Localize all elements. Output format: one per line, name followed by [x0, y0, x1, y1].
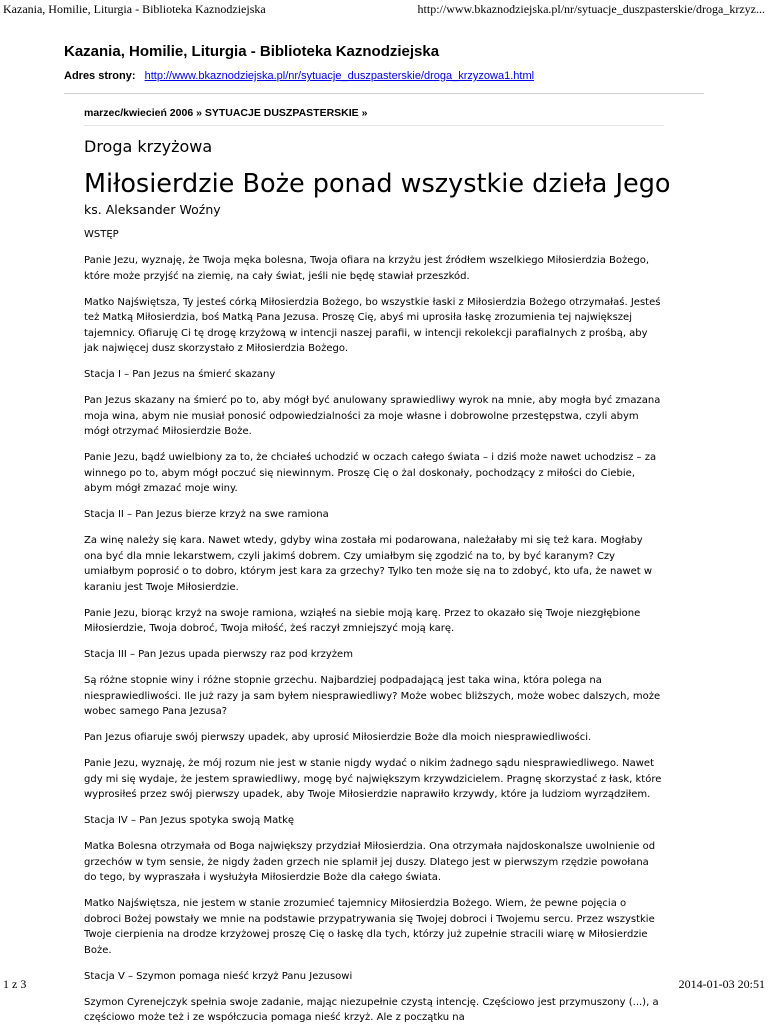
section-title: Droga krzyżowa: [84, 137, 213, 156]
paragraph: Panie Jezu, bądź uwielbiony za to, że chciałeś uchodzić w oczach całego świata – i dziś może nawet uchodzisz – za winnego po to, abym mógł poczuć się niewinnym. Proszę Cię o żal doskonały, pochodzący z miłości do Ciebie, abym mógł zmazać moje winy.: [84, 452, 657, 494]
paragraph: Matko Najświętsza, Ty jesteś córką Miłosierdzia Bożego, bo wszystkie łaski z Miłosierdzia Bożego otrzymałaś. Jesteś też Matką Miłosierdzia, boś Matką Pana Jezusa. Proszę Cię, abyś mi uprosiła łaskę zrozumienia tej największej tajemnicy. Ofiaruję Ci tę drogę krzyżową w intencji naszej parafii, w intencji rekolekcji parafialnych z prośbą, aby jak najwięcej dusz skorzystało z Miłosierdzia Bożego.: [84, 296, 661, 354]
article-container: [84, 104, 671, 1026]
station-heading: Stacja IV – Pan Jezus spotyka swoją Matkę: [84, 815, 295, 826]
print-header-url: http://www.bkaznodziejska.pl/nr/sytuacje_duszpasterskie/droga_krzyz...: [417, 2, 765, 16]
paragraph: Pan Jezus skazany na śmierć po to, aby mógł być anulowany sprawiedliwy wyrok na mnie, aby mogła być zmazana moja wina, abym nie musiał ponosić odpowiedzialności za moje własne i dobrowolne przestępstwa, czyli abym mógł otrzymać Miłosierdzie Boże.: [84, 395, 661, 437]
print-timestamp: 2014-01-03 20:51: [678, 977, 765, 991]
article-body: [84, 227, 664, 1026]
station-heading: Stacja V – Szymon pomaga nieść krzyż Panu Jezusowi: [84, 970, 353, 982]
breadcrumb: marzec/kwiecień 2006 » SYTUACJE DUSZPASTERSKIE »: [84, 107, 368, 119]
address-label: Adres strony:: [64, 70, 136, 82]
page-counter: 1 z 3: [3, 977, 27, 991]
author: ks. Aleksander Woźny: [84, 202, 221, 217]
page-title: Miłosierdzie Boże ponad wszystkie dzieła Jego: [84, 169, 671, 199]
paragraph: Szymon Cyrenejczyk spełnia swoje zadanie, mając niezupełnie czystą intencję. Częściowo jest przymuszony (...), a częściowo może też i ze współczucia pomaga nieść krzyż. Ale z początku na: [84, 996, 659, 1023]
site-title: Kazania, Homilie, Liturgia - Biblioteka Kaznodziejska: [64, 43, 440, 60]
address-link[interactable]: http://www.bkaznodziejska.pl/nr/sytuacje_duszpasterskie/droga_krzyzowa1.html: [144, 70, 535, 82]
station-heading: Stacja II – Pan Jezus bierze krzyż na swe ramiona: [84, 509, 329, 520]
intro-heading: WSTĘP: [84, 229, 119, 240]
frame-divider: [64, 93, 704, 94]
station-heading: Stacja III – Pan Jezus upada pierwszy raz pod krzyżem: [84, 649, 353, 660]
paragraph: Panie Jezu, wyznaję, że Twoja męka bolesna, Twoja ofiara na krzyżu jest źródłem wszelkiego Miłosierdzia Bożego, które może przyjść na ziemię, na cały świat, jeśli nie będę stawiał przeszkód.: [84, 255, 650, 282]
station-heading: Stacja I – Pan Jezus na śmierć skazany: [84, 369, 276, 380]
paragraph: Są różne stopnie winy i różne stopnie grzechu. Najbardziej podpadającą jest taka wina, która polega na niesprawiedliwości. Ile już razy ja sam byłem niesprawiedliwy? Może wobec bliższych, może wobec dalszych, może wobec samego Pana Jezusa?: [84, 675, 661, 717]
paragraph: Panie Jezu, biorąc krzyż na swoje ramiona, wziąłeś na siebie moją karę. Przez to okazało się Twoje niezgłębione Miłosierdzie, Twoja dobroć, Twoja miłość, żeś raczył zmniejszyć moją karę.: [84, 607, 641, 634]
paragraph: Panie Jezu, wyznaję, że mój rozum nie jest w stanie nigdy wydać o nikim żadnego sądu niesprawiedliwego. Nawet gdy mi się wydaje, że jestem sprawiedliwy, mogę być największym krzywdzicielem. Pragnę skorzystać z łask, które wyprosiłeś przez swój pierwszy upadek, aby Twoje Miłosierdzie naprawiło krzywdy, które ja ludziom wyrządziłem.: [84, 758, 662, 800]
print-header-title: Kazania, Homilie, Liturgia - Biblioteka Kaznodziejska: [3, 2, 266, 16]
print-footer: [3, 977, 765, 991]
address-row: [64, 70, 534, 82]
paragraph: Pan Jezus ofiaruje swój pierwszy upadek, aby uprosić Miłosierdzie Boże dla moich niesprawiedliwości.: [84, 732, 592, 743]
paragraph: Za winę należy się kara. Nawet wtedy, gdyby wina została mi podarowana, należałaby mi się też kara. Mogłaby ona być dla mnie lekarstwem, czyli jakimś dobrem. Czy umiałbym się zgodzić na to, by być karanym? Czy umiałbym poprosić o to dobro, którym jest kara za grzechy? Tylko ten może się na to zdobyć, kto ufa, że nawet w karaniu jest Twoje Miłosierdzie.: [84, 535, 653, 593]
paragraph: Matka Bolesna otrzymała od Boga największy przydział Miłosierdzia. Ona otrzymała najdoskonalsze uwolnienie od grzechów w tym sensie, że nigdy żaden grzech nie splamił jej duszy. Dlatego jest w pierwszym rzędzie powołana do tego, by wypraszała i wysłużyła Miłosierdzie Boże dla całego świata.: [84, 841, 656, 883]
paragraph: Matko Najświętsza, nie jestem w stanie zrozumieć tajemnicy Miłosierdzia Bożego. Wiem, że pewne pojęcia o dobroci Bożej powstały we mnie na podstawie przypatrywania się Twojej dobroci i Twojemu sercu. Przez wszystkie Twoje cierpienia na drodze krzyżowej proszę Cię o łaskę dla tych, którzy już zupełnie stracili wiarę w Miłosierdzie Boże.: [84, 898, 655, 956]
print-header: [3, 2, 765, 16]
breadcrumb-divider: [84, 125, 664, 126]
